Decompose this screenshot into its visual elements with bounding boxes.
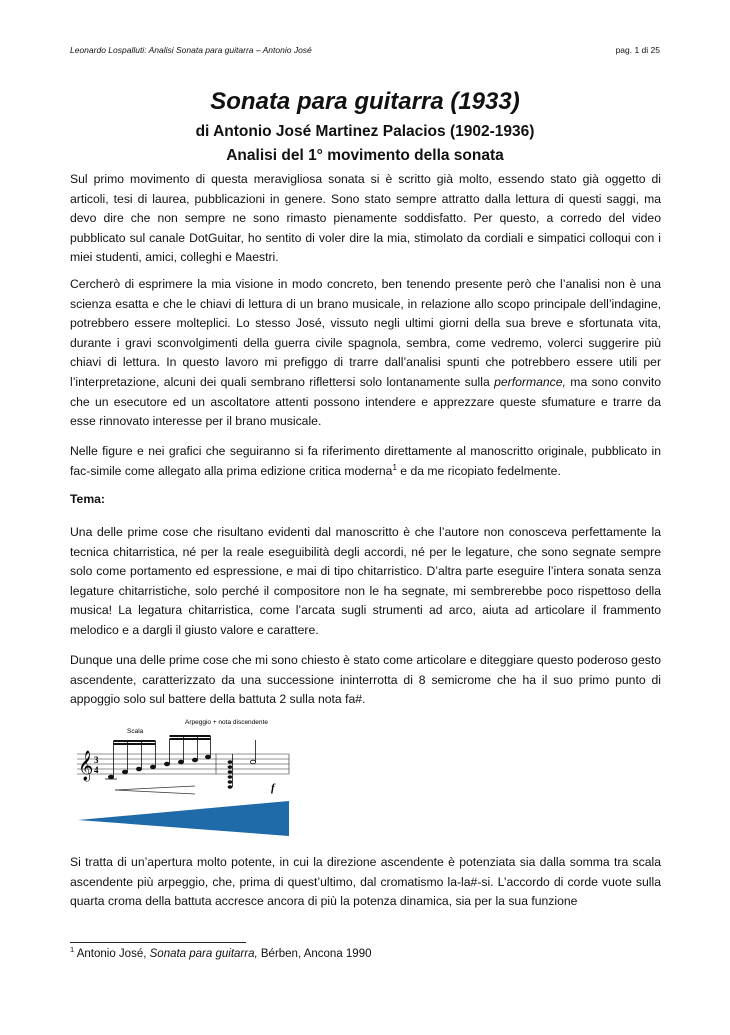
paragraph-text [70,442,661,481]
section-heading-tema [70,490,661,510]
document-section-title: Analisi del 1° movimento della sonata [226,147,504,164]
figure-label-scala: Scala [127,728,144,735]
crescendo-wedge [78,801,289,836]
paragraph-text-part: Cercherò di esprimere la mia visione in modo concreto, ben tenendo presente però che l’analisi non è una scienza esatta e che le chiavi di lettura di un brano musicale, in relazione allo scopo principale dell’indagine, potrebbero essere molteplici. Lo stesso José, vissuto negli ultimi giorni della sua breve e sfortunata vita, durante i gravi sconvolgimenti della guerra civile spagnola, sembra, come vedremo, volerci suggerire più chiavi di lettura. In questo lavoro mi prefiggo di trarre dall’analisi spunti che potrebbero essere utili per l’interpretazione, alcuni dei quali sembrano riflettersi solo lontanamente sulla [70,277,661,389]
heading-text: Tema: [70,492,105,506]
paragraph-text: Sul primo movimento di questa meravigliosa sonata si è scritto già molto, essendo stato già oggetto di articoli, tesi di laurea, pubblicazioni in genere. Sono stato sempre attratto dalla lettura di questi saggi, ma devo dire che non sempre ne sono rimasto pienamente soddisfatto. Per questo, a corredo del video pubblicato sul canale DotGuitar, ho sentito di voler dire la mia, stimolato da cordiali e simpatici colloqui con i miei studenti, amici, colleghi e Maestri. [70,172,661,265]
document-subtitle: di Antonio José Martinez Palacios (1902-1936) [195,123,535,140]
paragraph-text [70,275,661,432]
document-title: Sonata para guitarra (1933) [210,88,520,115]
figure-label-arpeggio: Arpeggio + nota discendente [185,719,268,726]
paragraph-manuscript [70,523,661,641]
paragraph-text-part: Nelle figure e nei grafici che seguiranno si fa riferimento direttamente al manoscritto originale, pubblicato in fac-simile come allegato alla prima edizione critica moderna [70,444,661,478]
paragraph-approach [70,275,661,432]
footnote-author: Antonio José, [76,948,147,960]
sixteenth-notes [105,736,211,779]
paragraph-gesture [70,651,661,710]
paragraph-intro [70,170,661,268]
footnote-reference: 1 [392,462,397,472]
treble-clef: 𝄞 [78,751,94,781]
footnote-rule [70,942,246,943]
time-signature-bottom: 4 [94,765,99,775]
chord-stack [228,740,256,789]
time-signature-top: 3 [94,755,99,765]
running-header [70,45,660,55]
paragraph-text-part: ma sono convito che un esecutore ed un ascoltatore attenti possono intendere e apprezzare queste sfumature e trarre da esse rinnovato interesse per il brano musicale. [70,374,662,429]
paragraph-sources [70,442,661,481]
paragraph-text: Una delle prime cose che risultano evidenti dal manoscritto è che l’autore non conosceva perfettamente la tecnica chitarristica, né per la reale eseguibilità degli accordi, né per le legature, che sono segnate sempre solo come portamento ed espressione, e mai di tipo chitarristico. D’altra parte eseguire l’intera sonata senza legature chitarristiche, solo perché il compositore non le ha segnate, mi sembrerebbe poco rispettoso della musica! La legatura chitarristica, come l’arcata sugli strumenti ad arco, aiuta ad articolare il frammento melodico e a dargli il giusto valore e carattere. [70,525,661,637]
paragraph-emphasis: performance, [494,374,566,389]
running-title: Leonardo Lospalluti: Analisi Sonata para guitarra – Antonio José [70,45,312,55]
footnote-publisher: Bérben, Ancona 1990 [260,948,372,960]
paragraph-text: Si tratta di un’apertura molto potente, in cui la direzione ascendente è potenziata sia dalla somma tra scala ascendente più arpeggio, che, prima di quest’ultimo, dal cromatismo la-la#-si. L’accordo di corde vuote sulla quarta croma della battuta accresce ancora di più la potenza dinamica, sia per la sua funzione [70,855,661,909]
dynamic-marking: f [271,782,275,794]
paragraph-text: Dunque una delle prime cose che mi sono chiesto è stato come articolare e diteggiare questo poderoso gesto ascendente, caratterizzato da una successione ininterrotta di 8 semicrome che ha il suo primo punto di appoggio solo sul battere della battuta 2 sulla nota fa#. [70,653,661,707]
footnote-work: Sonata para guitarra, [149,948,258,960]
footnote-number: 1 [70,945,75,955]
page-number: pag. 1 di 25 [615,45,660,55]
paragraph-opening [70,853,661,912]
paragraph-text-part: e da me ricopiato fedelmente. [400,463,561,478]
music-notation-figure [75,712,295,842]
staff-lines [77,754,289,774]
footnote [70,945,372,960]
crescendo-hairpin [115,786,195,794]
